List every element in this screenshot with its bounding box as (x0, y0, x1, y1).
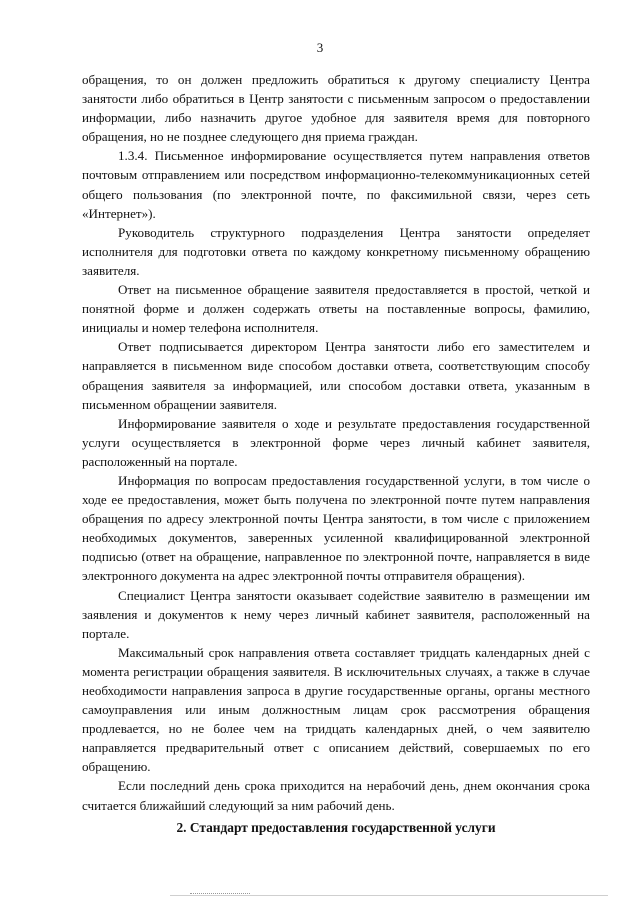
paragraph-5: Ответ подписывается директором Центра занятости либо его заместителем и направляется в письменном виде способом доставки ответа, соответствующим способу обращения заявителя за информацией, или способом доставки ответа, указанным в письменном обращении заявителя. (82, 339, 590, 412)
paragraph-10: Если последний день срока приходится на нерабочий день, днем окончания срока считается ближайший следующий за ним рабочий день. (82, 778, 590, 813)
paragraph-3: Руководитель структурного подразделения Центра занятости определяет исполнителя для подготовки ответа по каждому конкретному письменному обращению заявителя. (82, 224, 590, 278)
document-body (82, 70, 590, 815)
paragraph-7: Информация по вопросам предоставления государственной услуги, в том числе о ходе ее предоставления, может быть получена по электронной почте путем направления обращения по адресу электронной почты Центра занятости, в том числе с приложением необходимых документов, заверенных усиленной квалифицированной электронной подписью (ответ на обращение, направленное по электронной почте, направляется в виде электронного документа на адрес электронной почты отправителя обращения). (82, 472, 590, 584)
paragraph-4: Ответ на письменное обращение заявителя предоставляется в простой, четкой и понятной форме и должен содержать ответы на поставленные вопросы, фамилию, инициалы и номер телефона исполнителя. (82, 282, 590, 336)
paragraph-8: Специалист Центра занятости оказывает содействие заявителю в размещении им заявления и документов к нему через личный кабинет заявителя, расположенный на портале. (82, 587, 590, 641)
paragraph-6: Информирование заявителя о ходе и результате предоставления государственной услуги осуществляется в электронной форме через личный кабинет заявителя, расположенный на портале. (82, 415, 590, 469)
footer-divider (170, 895, 608, 896)
paragraph-1: обращения, то он должен предложить обратиться к другому специалисту Центра занятости либо обратиться в Центр занятости с письменным запросом о предоставлении информации, либо назначить другое удобное для заявителя время для повторного обращения, но не позднее следующего дня приема граждан. (82, 72, 590, 145)
section-heading: 2. Стандарт предоставления государственной услуги (176, 820, 496, 835)
page-number: 3 (316, 40, 324, 55)
paragraph-9: Максимальный срок направления ответа составляет тридцать календарных дней с момента регистрации обращения заявителя. В исключительных случаях, а также в случае необходимости направления запроса в другие государственные органы, органы местного самоуправления или иным должностным лицам срок рассмотрения обращения продлевается, но не более чем на тридцать календарных дней, о чем заявителю направляется предварительный ответ с описанием действий, совершаемых по его обращению. (82, 644, 590, 775)
paragraph-2: 1.3.4. Письменное информирование осуществляется путем направления ответов почтовым отправлением или посредством информационно-телекоммуникационных сетей общего пользования (по электронной почте, по факсимильной связи, через сеть «Интернет»). (82, 148, 590, 221)
